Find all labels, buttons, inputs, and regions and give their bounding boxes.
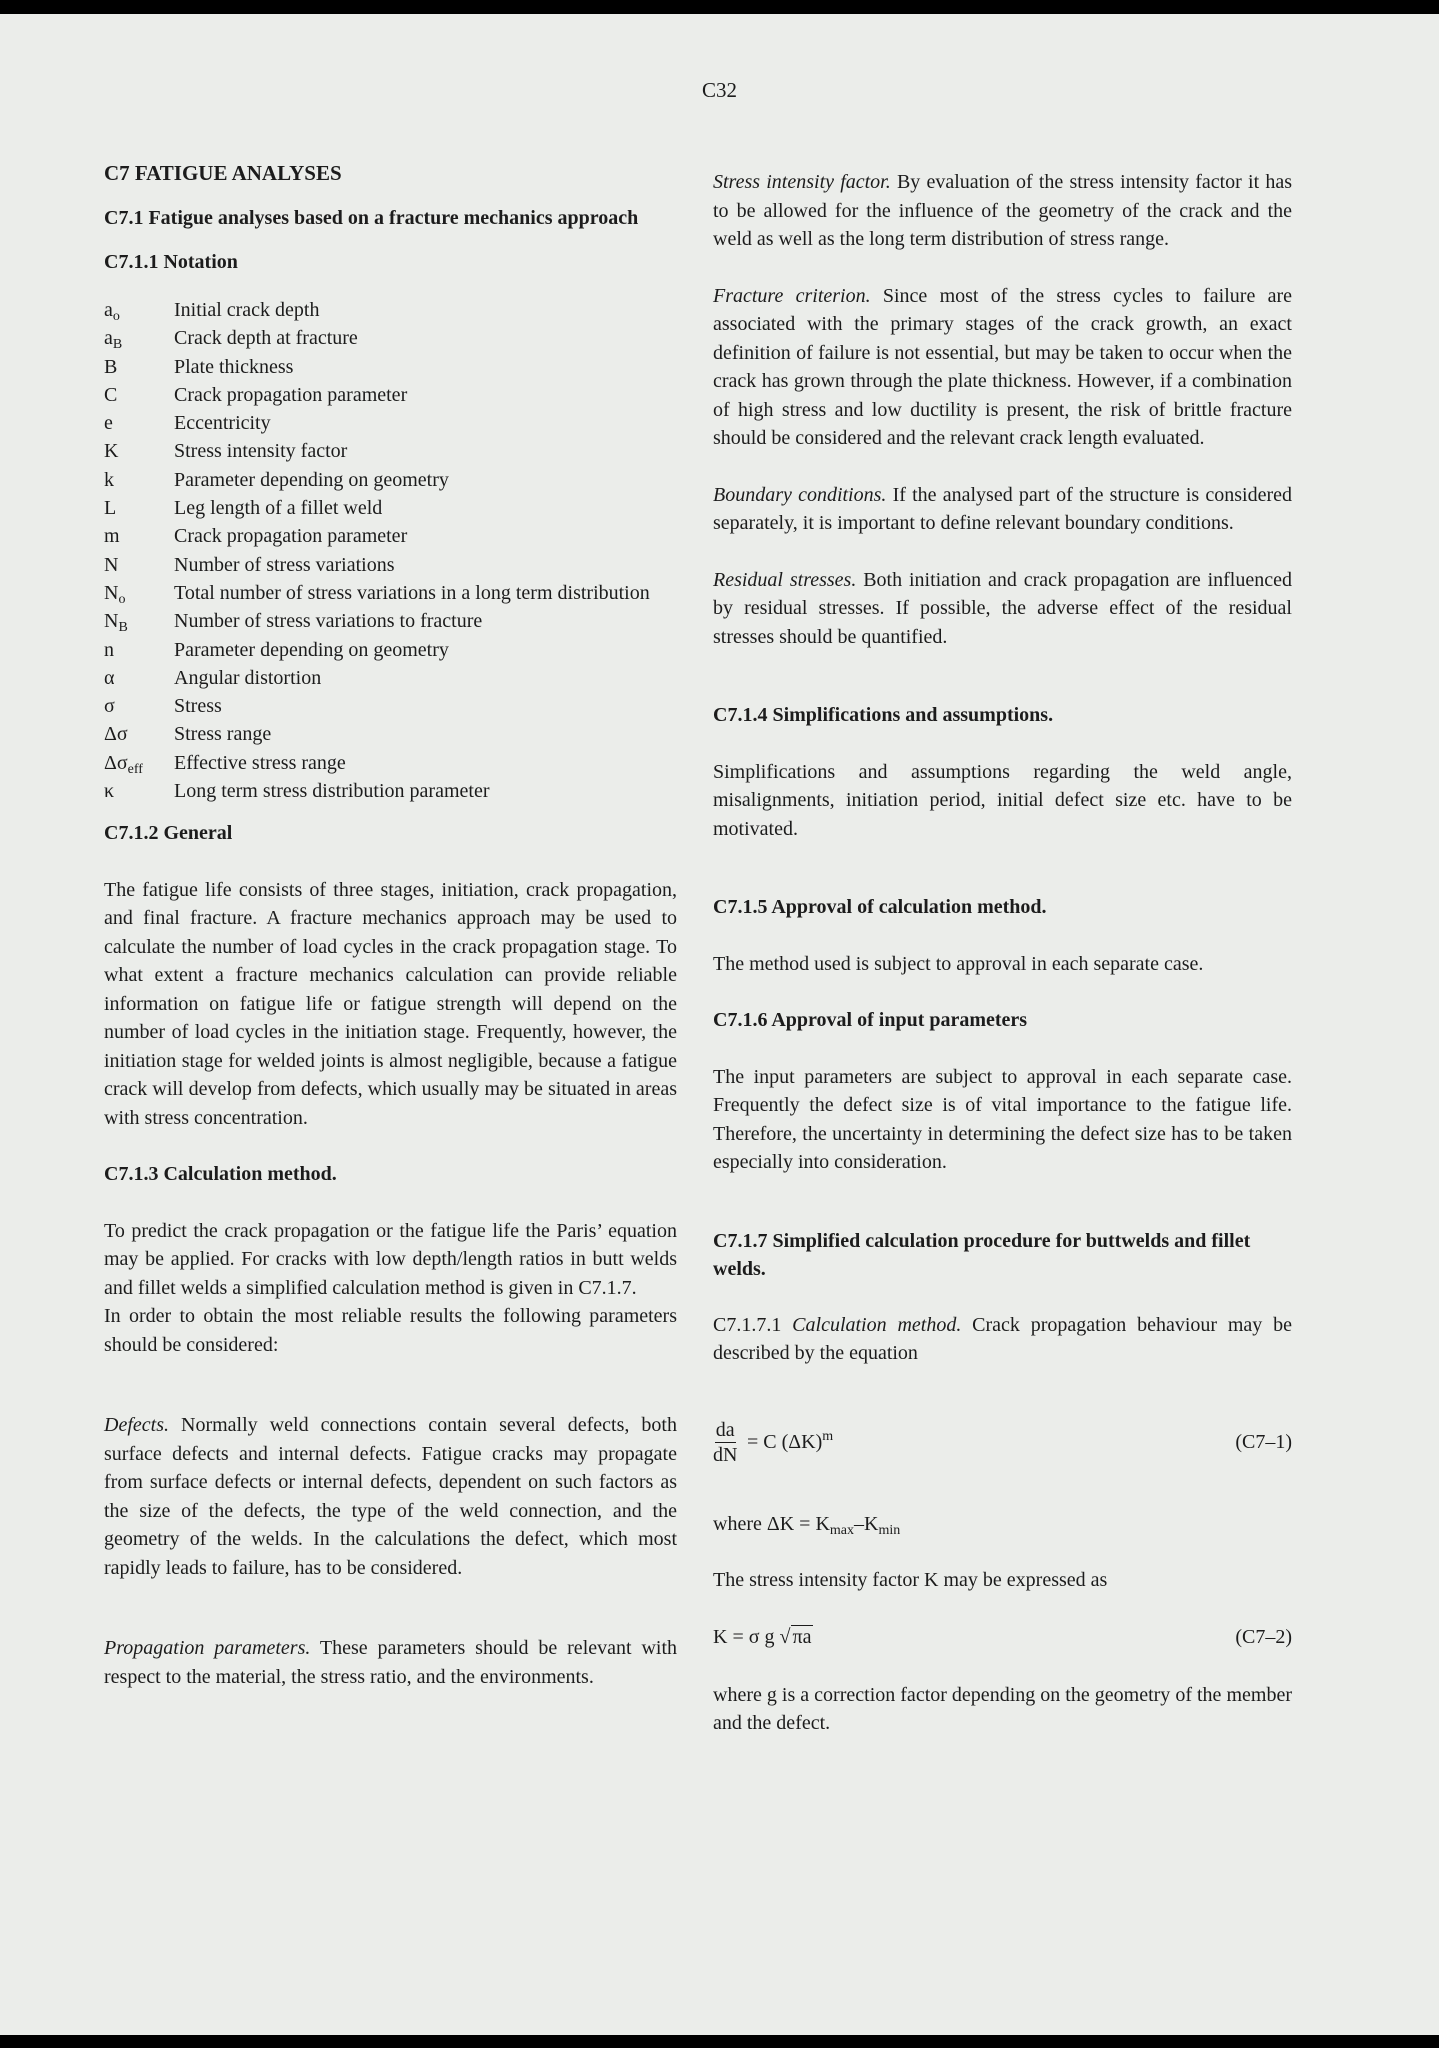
notation-symbol [104, 324, 174, 352]
calc-method-paragraph-2: In order to obtain the most reliable results the following parameters should be considered: [104, 1305, 677, 1356]
notation-symbol-main: B [104, 355, 118, 378]
notation-row [104, 324, 677, 352]
equation-c7-1 [713, 1418, 1292, 1476]
sqrt-sign: √ [779, 1625, 791, 1648]
notation-symbol-main: κ [104, 780, 115, 803]
notation-description: Effective stress range [174, 751, 346, 774]
input-parameters-paragraph: The input parameters are subject to approval in each separate case. Frequently the defect size is of vital importance to the fatigue life. Therefore, the uncertainty in determining the defect size has to be taken especially into consideration. [713, 1065, 1292, 1173]
notation-symbol [104, 636, 174, 664]
section-heading-c7-1-1: C7.1.1 Notation [104, 250, 238, 273]
equation-fraction [713, 1418, 737, 1467]
k-min-subscript: min [878, 1522, 901, 1538]
defects-paragraph [104, 1411, 677, 1582]
notation-row [104, 522, 677, 550]
equation-c7-2 [713, 1623, 1292, 1653]
approval-method-paragraph: The method used is subject to approval in each separate case. [713, 952, 1204, 975]
boundary-text: If the analysed part of the structure is considered separately, it is important to define relevant boundary conditions. [713, 483, 1292, 534]
propagation-paragraph [104, 1634, 677, 1691]
subsection-number: C7.1.7.1 [713, 1313, 782, 1336]
notation-description: Parameter depending on geometry [174, 468, 449, 491]
notation-symbol-main: σ [104, 695, 115, 718]
sqrt-body: πa [792, 1625, 812, 1648]
notation-symbol-main: Δσ [104, 723, 128, 746]
left-column [104, 142, 677, 1691]
notation-description: Parameter depending on geometry [174, 638, 449, 661]
boundary-title: Boundary conditions. [713, 483, 887, 506]
section-heading-c7-1-5: C7.1.5 Approval of calculation method. [713, 896, 1047, 918]
notation-symbol-main: α [104, 666, 115, 689]
notation-symbol-main: L [104, 497, 117, 520]
fracture-criterion-title: Fracture criterion. [713, 284, 871, 307]
propagation-title: Propagation parameters. [104, 1637, 311, 1660]
notation-description: Stress range [174, 723, 272, 746]
notation-symbol [104, 381, 174, 409]
notation-description: Number of stress variations to fracture [174, 610, 483, 633]
correction-factor-paragraph: where g is a correction factor depending on the geometry of the member and the defect. [713, 1683, 1292, 1734]
notation-row [104, 353, 677, 381]
stress-intensity-expression-paragraph: The stress intensity factor K may be expressed as [713, 1569, 1108, 1591]
calc-method-paragraph: To predict the crack propagation or the fatigue life the Paris’ equation may be applied. For cracks with low depth/length ratios in butt welds and fillet welds a simplified calculation method is given in C7.1.7. [104, 1219, 677, 1299]
equation-number: (C7–2) [1235, 1625, 1292, 1648]
notation-symbol-main: a [104, 299, 113, 321]
notation-row [104, 466, 677, 494]
residual-text: Both initiation and crack propagation are influenced by residual stresses. If possible, the adverse effect of the residual stresses should be quantified. [713, 568, 1292, 648]
notation-row [104, 749, 677, 777]
notation-description: Long term stress distribution parameter [174, 780, 490, 803]
calc-procedure-paragraph [713, 1311, 1292, 1368]
boundary-paragraph [713, 481, 1292, 538]
section-heading-c7-1-4: C7.1.4 Simplifications and assumptions. [713, 704, 1054, 726]
subsection-title: Calculation method. [792, 1313, 962, 1336]
notation-symbol [104, 664, 174, 692]
notation-symbol-main: N [104, 581, 119, 604]
notation-description: Stress intensity factor [174, 440, 348, 463]
notation-symbol [104, 551, 174, 579]
fracture-criterion-text: Since most of the stress cycles to failure are associated with the primary stages of the crack growth, an exact definition of failure is not essential, but may be taken to occur when the crack has grown through the plate thickness. However, if a combination of high stress and low ductility is present, the risk of brittle fracture should be considered and the relevant crack length evaluated. [713, 284, 1292, 449]
notation-row [104, 381, 677, 409]
equation-rhs [747, 1428, 833, 1457]
notation-row [104, 692, 677, 720]
notation-symbol-main: K [104, 440, 119, 463]
residual-title: Residual stresses. [713, 568, 857, 591]
equation-lhs: K = σ g [713, 1625, 780, 1648]
notation-symbol [104, 437, 174, 465]
notation-symbol-main: n [104, 638, 114, 661]
section-heading-c7-1-6: C7.1.6 Approval of input parameters [713, 1009, 1028, 1031]
defects-text: Normally weld connections contain several defects, both surface defects and internal defects. Fatigue cracks may propagate from surface defects or internal defects, dependent on such factors as the size of the defects, the type of the weld connection, and the geometry of the welds. In the calculations the defect, which most rapidly leads to failure, has to be considered. [104, 1414, 677, 1579]
section-heading-c7-1-7: C7.1.7 Simplified calculation procedure for buttwelds and fillet welds. [713, 1229, 1251, 1280]
section-heading-c7-1-3: C7.1.3 Calculation method. [104, 1163, 337, 1186]
sif-title: Stress intensity factor. [713, 171, 891, 193]
notation-symbol [104, 353, 174, 381]
notation-description: Angular distortion [174, 666, 322, 689]
fraction-denominator: dN [713, 1443, 738, 1466]
notation-symbol [104, 749, 174, 777]
notation-symbol-main: m [104, 525, 120, 548]
defects-title: Defects. [104, 1414, 169, 1437]
notation-row [104, 636, 677, 664]
notation-symbol [104, 296, 174, 324]
notation-row [104, 437, 677, 465]
notation-description: Leg length of a fillet weld [174, 497, 383, 520]
section-heading-c7-1-2: C7.1.2 General [104, 822, 233, 845]
notation-symbol [104, 720, 174, 748]
notation-description: Initial crack depth [174, 299, 320, 321]
sif-paragraph [713, 168, 1292, 254]
section-heading-c7-1: C7.1 Fatigue analyses based on a fracture mechanics approach [104, 206, 639, 229]
notation-description: Number of stress variations [174, 553, 395, 576]
notation-symbol [104, 522, 174, 550]
notation-symbol-subscript: B [112, 337, 123, 353]
notation-symbol [104, 607, 174, 635]
notation-row [104, 551, 677, 579]
delta-k-definition [713, 1510, 1292, 1539]
notation-symbol-subscript: o [112, 309, 120, 324]
notation-row [104, 579, 677, 607]
general-paragraph: The fatigue life consists of three stages, initiation, crack propagation, and final fracture. A fracture mechanics approach may be used to calculate the number of load cycles in the crack propagation stage. To what extent a fracture mechanics calculation can provide reliable information on fatigue life or fatigue strength will depend on the number of load cycles in the initiation stage. Frequently, however, the initiation stage for welded joints is almost negligible, because a fatigue crack will develop from defects, which usually may be situated in areas with stress concentration. [104, 878, 677, 1129]
equation-rhs-body: = C (ΔK) [747, 1430, 823, 1453]
subsection-text: Crack propagation behaviour may be described by the equation [713, 1313, 1293, 1364]
fracture-criterion-paragraph [713, 282, 1292, 453]
notation-symbol-main: e [104, 412, 113, 435]
notation-row [104, 296, 677, 324]
document-page [0, 14, 1439, 2035]
notation-symbol [104, 579, 174, 607]
notation-symbol [104, 466, 174, 494]
notation-row [104, 494, 677, 522]
notation-list [104, 296, 677, 805]
notation-row [104, 607, 677, 635]
notation-symbol-main: a [104, 327, 113, 350]
notation-description: Crack propagation parameter [174, 383, 408, 406]
notation-description: Crack depth at fracture [174, 327, 358, 350]
notation-symbol [104, 409, 174, 437]
notation-row [104, 720, 677, 748]
notation-symbol [104, 692, 174, 720]
notation-description: Total number of stress variations in a long term distribution [174, 581, 650, 604]
notation-row [104, 409, 677, 437]
sif-text: By evaluation of the stress intensity factor it has to be allowed for the influence of the geometry of the crack and the weld as well as the long term distribution of stress range. [713, 171, 1292, 250]
notation-row [104, 777, 677, 805]
notation-symbol-main: C [104, 383, 118, 406]
page-number: C32 [701, 78, 737, 102]
delta-k-mid: –K [854, 1512, 879, 1535]
notation-symbol-main: k [104, 468, 114, 491]
simplifications-paragraph: Simplifications and assumptions regarding the weld angle, misalignments, initiation period, initial defect size etc. have to be motivated. [713, 760, 1292, 840]
notation-symbol-subscript: o [118, 591, 126, 607]
notation-symbol-subscript: eff [127, 761, 143, 777]
notation-symbol-main: N [104, 553, 119, 576]
equation-exponent: m [822, 1428, 834, 1444]
equation-number: (C7–1) [1235, 1430, 1292, 1453]
notation-symbol-main: Δσ [104, 751, 128, 774]
notation-description: Plate thickness [174, 355, 294, 378]
delta-k-prefix: where ΔK = K [713, 1512, 830, 1535]
k-max-subscript: max [829, 1522, 854, 1538]
fraction-numerator: da [715, 1418, 735, 1441]
right-column [713, 142, 1292, 1738]
notation-symbol-main: N [104, 610, 119, 633]
residual-paragraph [713, 566, 1292, 652]
notation-description: Stress [174, 695, 222, 718]
notation-row [104, 664, 677, 692]
section-heading-c7: C7 FATIGUE ANALYSES [104, 161, 342, 185]
notation-symbol [104, 777, 174, 805]
notation-description: Crack propagation parameter [174, 525, 408, 548]
notation-symbol-subscript: B [118, 620, 128, 636]
notation-symbol [104, 494, 174, 522]
notation-description: Eccentricity [174, 412, 271, 435]
propagation-text: These parameters should be relevant with respect to the material, the stress ratio, and the environments. [104, 1637, 678, 1688]
